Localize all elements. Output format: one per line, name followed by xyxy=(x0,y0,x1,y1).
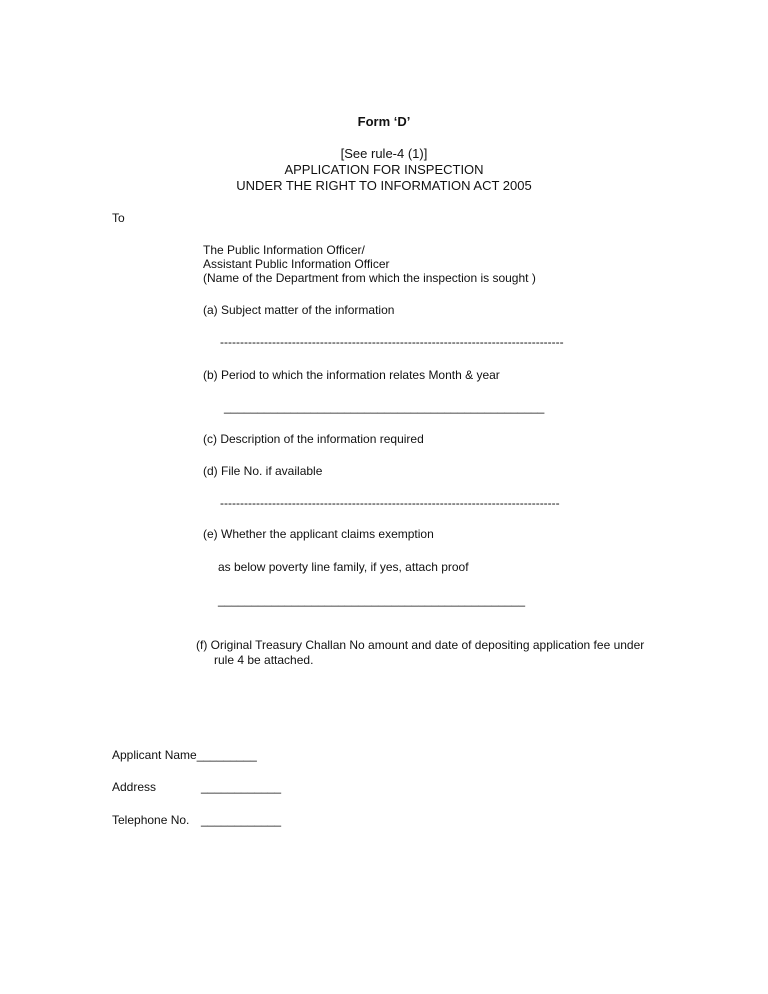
to-label: To xyxy=(112,211,125,225)
addressee-line-3: (Name of the Department from which the inspection is sought ) xyxy=(203,271,536,285)
item-c-label: (c) Description of the information required xyxy=(203,432,424,446)
item-b-label: (b) Period to which the information relates Month & year xyxy=(203,368,500,382)
item-b-blank: ________________________________________________ xyxy=(224,400,545,414)
heading-line-2: UNDER THE RIGHT TO INFORMATION ACT 2005 xyxy=(236,178,532,193)
item-e-subtext: as below poverty line family, if yes, attach proof xyxy=(218,560,469,574)
item-d-label: (d) File No. if available xyxy=(203,464,323,478)
heading-line-1: APPLICATION FOR INSPECTION xyxy=(284,162,484,177)
addressee-line-1: The Public Information Officer/ xyxy=(203,243,365,257)
form-title: Form ‘D’ xyxy=(357,114,411,129)
rule-reference: [See rule-4 (1)] xyxy=(340,146,428,161)
address-blank: ____________ xyxy=(201,780,282,794)
address-label: Address xyxy=(112,780,157,794)
telephone-blank: ____________ xyxy=(201,813,282,827)
item-a-blank: -------------------------------------------------------------------------------------- xyxy=(220,335,564,349)
item-f-line-1: (f) Original Treasury Challan No amount and date of depositing application fee under xyxy=(196,638,645,652)
item-e-blank: ______________________________________________ xyxy=(218,593,525,607)
item-d-blank: ------------------------------------------------------------------------------------- xyxy=(220,496,560,510)
applicant-name-field: Applicant Name_________ xyxy=(112,748,257,762)
item-a-label: (a) Subject matter of the information xyxy=(203,303,395,317)
item-f-line-2: rule 4 be attached. xyxy=(214,653,314,667)
addressee-line-2: Assistant Public Information Officer xyxy=(203,257,390,271)
item-e-label: (e) Whether the applicant claims exemption xyxy=(203,527,434,541)
telephone-label: Telephone No. xyxy=(112,813,190,827)
